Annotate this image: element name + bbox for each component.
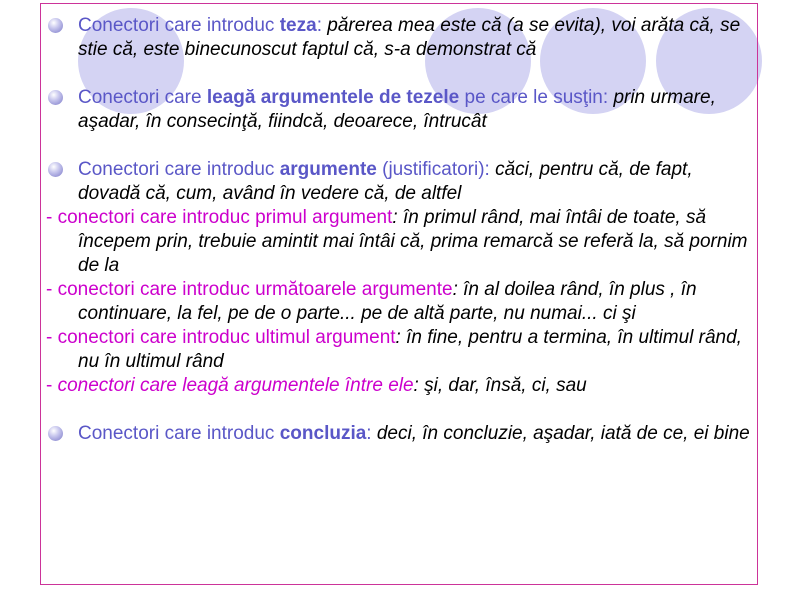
subitem-primul-argument — [46, 206, 754, 278]
subitem-examples: în primul rând, mai întâi de toate, să începem prin, trebuie amintit mai întâi că, prima remarcă se referă la, să pornim de la — [78, 207, 748, 276]
item-prefix: Conectori care — [78, 87, 207, 108]
item-prefix: Conectori care introduc — [78, 159, 280, 180]
subitem-examples: şi, dar, însă, ci, sau — [424, 375, 587, 396]
subitem-colon: : — [452, 279, 464, 300]
item-colon: : — [366, 423, 377, 444]
bullet-icon — [48, 18, 63, 33]
slide-content — [46, 14, 754, 446]
subitem-dash: - — [46, 207, 58, 228]
item-examples: părerea mea este că (a se evita), voi arăta că, se stie că, este binecunoscut faptul că, s-a demonstrat că — [78, 15, 741, 60]
item-examples: prin urmare, aşadar, în consecinţă, fiindcă, deoarece, întrucât — [78, 87, 716, 132]
item-term: argumente — [279, 159, 377, 180]
bullet-icon — [48, 162, 63, 177]
subitem-colon: : — [392, 207, 403, 228]
subitem-label: conectori care leagă argumentele între ele — [57, 375, 414, 396]
item-examples: căci, pentru că, de fapt, dovadă că, cum, având în vedere că, de altfel — [78, 159, 693, 204]
item-examples: deci, în concluzie, aşadar, iată de ce, ei bine — [376, 423, 750, 444]
item-colon: : — [602, 87, 614, 108]
bullet-item-teza — [46, 14, 754, 62]
subitem-ultimul-argument — [46, 326, 754, 374]
bullet-item-legatura-teza — [46, 86, 754, 134]
subitem-examples: în fine, pentru a termina, în ultimul rând, nu în ultimul rând — [78, 327, 742, 372]
item-term: teza — [279, 15, 317, 36]
subitem-intre-argumente — [46, 374, 754, 398]
subitem-dash: - — [46, 279, 58, 300]
subitem-urmatoarele-argumente — [46, 278, 754, 326]
item-colon: : — [484, 159, 496, 180]
bullet-icon — [48, 426, 63, 441]
bullet-item-concluzia — [46, 422, 754, 446]
item-middle: (justificatori) — [376, 159, 485, 180]
item-term: concluzia — [279, 423, 367, 444]
bullet-item-argumente — [46, 158, 754, 206]
subitem-examples: în al doilea rând, în plus , în continuare, la fel, pe de o parte... pe de altă parte, nu numai... ci şi — [78, 279, 697, 324]
item-colon: : — [316, 15, 328, 36]
subitem-dash: - — [46, 327, 58, 348]
item-middle: pe care le susţin — [459, 87, 603, 108]
item-prefix: Conectori care introduc — [78, 15, 280, 36]
item-prefix: Conectori care introduc — [78, 423, 280, 444]
item-term: leagă argumentele de tezele — [206, 87, 460, 108]
subitem-colon: : — [413, 375, 425, 396]
subitem-label: conectori care introduc următoarele argumente — [57, 279, 453, 300]
subitem-colon: : — [395, 327, 407, 348]
subitem-dash: - — [46, 375, 58, 396]
bullet-icon — [48, 90, 63, 105]
subitem-label: conectori care introduc ultimul argument — [57, 327, 396, 348]
subitem-label: conectori care introduc primul argument — [57, 207, 393, 228]
